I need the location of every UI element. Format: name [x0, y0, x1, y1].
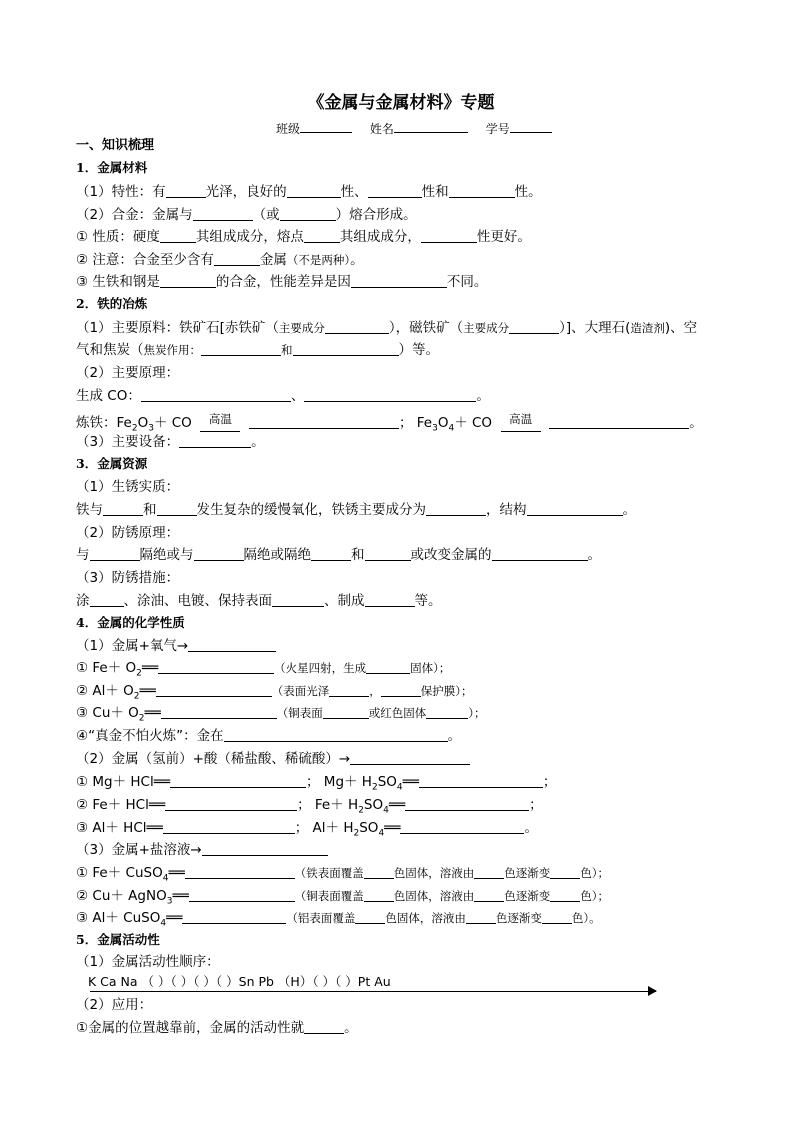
equation-line — [76, 682, 473, 700]
text-line: （2）应用： — [76, 997, 153, 1013]
note: 色逐渐变 — [495, 911, 542, 925]
text: 炼铁：Fe — [76, 415, 132, 431]
note: 主要成分 — [278, 321, 325, 335]
text: 。 — [476, 388, 490, 404]
text: ①金属的位置越靠前，金属的活动性就 — [76, 1020, 305, 1036]
note: 造渣剂 — [630, 321, 665, 335]
blank[interactable] — [188, 637, 276, 652]
text: ══ — [384, 820, 401, 836]
text-line — [76, 206, 417, 224]
blank[interactable] — [293, 341, 399, 356]
blank[interactable] — [163, 819, 295, 834]
blank[interactable] — [549, 414, 689, 429]
subscript: 4 — [378, 828, 385, 839]
text-line — [76, 1019, 358, 1037]
text-line — [76, 387, 490, 405]
text: 。 — [447, 728, 462, 744]
text: ； Al＋ H — [294, 820, 354, 836]
text: ④“真金不怕火炼”：金在 — [76, 728, 224, 744]
text: SO — [377, 774, 397, 790]
note: 色）。 — [571, 911, 601, 925]
activity-series-arrow — [90, 991, 656, 992]
note: 焦炭作用： — [143, 343, 201, 357]
name-blank[interactable] — [394, 121, 468, 133]
text: ③ Cu＋ O — [76, 705, 139, 721]
equation-line — [76, 819, 538, 837]
student-info-row — [276, 120, 566, 137]
text: （1）主要原料：铁矿石[赤铁矿（ — [76, 320, 279, 336]
text: ② Cu＋ AgNO — [76, 888, 167, 904]
blank[interactable] — [158, 659, 274, 674]
text: 涂 — [76, 593, 90, 609]
blank[interactable] — [550, 887, 580, 902]
blank[interactable] — [449, 183, 515, 198]
note: ）； — [468, 706, 486, 720]
activity-series-sequence: K Ca Na （ ）（ ）（ ）（ ）Sn Pb （H）（ ）（ ）Pt Au — [88, 974, 391, 989]
subsection-activity-series: 5．金属活动性 — [76, 932, 160, 947]
blank[interactable] — [201, 341, 281, 356]
text: 。 — [689, 415, 703, 431]
note: 色）； — [580, 866, 609, 880]
note: 色固体，溶液由 — [385, 911, 466, 925]
text: ③ 生铁和钢是 — [76, 274, 160, 290]
text: 与 — [76, 547, 90, 563]
blank[interactable] — [368, 183, 422, 198]
name-label: 姓名 — [369, 122, 394, 136]
blank[interactable] — [329, 682, 369, 697]
equation-line — [76, 410, 703, 434]
blank[interactable] — [304, 1019, 344, 1034]
note: 或红色固体 — [368, 706, 427, 720]
subscript: 4 — [160, 918, 167, 929]
text: )、空 — [664, 320, 698, 336]
blank[interactable] — [194, 546, 244, 561]
text: （或 — [252, 207, 280, 223]
blank[interactable] — [527, 501, 623, 516]
text: 、涂油、电镀、保持表面 — [123, 593, 272, 609]
subscript: 2 — [371, 782, 378, 793]
blank[interactable] — [287, 183, 341, 198]
note: （火星四射，生成 — [274, 661, 367, 675]
blank[interactable] — [224, 727, 448, 742]
class-label: 班级 — [276, 122, 301, 136]
text-line: （1）生锈实质： — [76, 479, 180, 495]
text: ）等。 — [398, 342, 439, 358]
text-line — [76, 592, 442, 610]
blank[interactable] — [193, 206, 253, 221]
text-line — [76, 228, 531, 246]
subsection-iron-smelting: 2．铁的冶炼 — [76, 296, 148, 311]
text: ），磁铁矿（ — [388, 320, 464, 336]
blank[interactable] — [323, 704, 369, 719]
blank[interactable] — [170, 773, 306, 788]
subscript: 2 — [358, 805, 364, 816]
text: 和 — [351, 547, 365, 563]
blank[interactable] — [492, 546, 588, 561]
section-heading: 一、知识梳理 — [76, 138, 155, 153]
text-line — [76, 319, 697, 337]
text: 。 — [587, 547, 601, 563]
text: ； Fe — [398, 415, 433, 431]
text: 气和焦炭（ — [76, 342, 144, 358]
blank[interactable] — [365, 592, 415, 607]
text: ① 性质：硬度 — [76, 229, 160, 245]
blank[interactable] — [400, 819, 524, 834]
text: ══ — [139, 683, 156, 699]
text: 的合金，性能差异是因 — [215, 274, 351, 290]
text: ③ Al＋ HCl══ — [76, 820, 163, 836]
class-blank[interactable] — [300, 121, 352, 133]
blank[interactable] — [509, 319, 559, 334]
blank[interactable] — [365, 546, 411, 561]
text-line — [76, 501, 636, 519]
text: 和 — [143, 502, 157, 518]
note: （铁表面覆盖 — [294, 866, 364, 880]
text-line: （1）金属活动性顺序： — [76, 954, 220, 970]
blank[interactable] — [325, 319, 389, 334]
note: 色）； — [580, 889, 609, 903]
blank[interactable] — [366, 659, 410, 674]
blank[interactable] — [182, 909, 286, 924]
blank[interactable] — [304, 387, 476, 402]
text: ； — [542, 774, 557, 790]
text: 性、 — [340, 184, 368, 200]
text: ③ Al＋ CuSO — [76, 910, 161, 926]
note: 保护膜）； — [420, 684, 473, 698]
subscript: 2 — [353, 828, 360, 839]
note: 色逐渐变 — [504, 866, 551, 880]
equation-line — [76, 796, 543, 814]
text: 或改变金属的 — [410, 547, 492, 563]
text-line — [76, 251, 364, 269]
blank[interactable] — [364, 864, 394, 879]
text: 生成 CO： — [76, 388, 141, 404]
equation-line — [76, 864, 609, 882]
blank[interactable] — [249, 414, 399, 429]
text-line — [76, 341, 439, 359]
text: 其组成成分，熔点 — [195, 229, 304, 245]
text: （2）合金：金属与 — [76, 207, 193, 223]
blank[interactable] — [160, 228, 196, 243]
text-line — [76, 727, 461, 745]
blank[interactable] — [542, 909, 572, 924]
text: 。 — [344, 1020, 358, 1036]
text: 光泽，良好的 — [205, 184, 287, 200]
text: 性和 — [421, 184, 449, 200]
text: 、 — [290, 388, 305, 404]
blank[interactable] — [426, 501, 486, 516]
subsection-metal-materials: 1．金属材料 — [76, 160, 148, 175]
blank[interactable] — [179, 433, 251, 448]
text: ══ — [402, 774, 419, 790]
blank[interactable] — [550, 864, 580, 879]
note: 固体）； — [410, 661, 451, 675]
arrow-head-icon — [648, 986, 657, 996]
text-line — [76, 433, 265, 451]
blank[interactable] — [381, 682, 421, 697]
text: （1）特性：有 — [76, 184, 166, 200]
text-line — [76, 841, 328, 859]
text: （3）主要设备： — [76, 434, 180, 450]
text: （1）金属+氧气→ — [76, 638, 189, 654]
text: ① Fe＋ O — [76, 660, 137, 676]
blank[interactable] — [166, 183, 206, 198]
condition-high-temp: 高温 — [501, 410, 541, 428]
equation-line — [76, 659, 450, 677]
note: 和 — [281, 343, 293, 357]
text: 性。 — [514, 184, 542, 200]
blank[interactable] — [160, 273, 216, 288]
text: 不同。 — [446, 274, 488, 290]
blank[interactable] — [474, 887, 504, 902]
equation-line — [76, 704, 486, 722]
text: ══ — [166, 910, 183, 926]
text: 隔绝或与 — [139, 547, 194, 563]
text: O — [137, 415, 149, 431]
subscript: 3 — [166, 896, 173, 907]
blank[interactable] — [351, 273, 447, 288]
blank[interactable] — [405, 796, 529, 811]
note: （铜表面覆盖 — [294, 889, 364, 903]
blank[interactable] — [165, 796, 297, 811]
blank[interactable] — [90, 546, 140, 561]
blank[interactable] — [350, 750, 470, 765]
subsection-metal-resources: 3．金属资源 — [76, 456, 148, 471]
text: （3）金属+盐溶液→ — [76, 842, 202, 858]
subscript: 4 — [383, 805, 389, 816]
subscript: 2 — [133, 691, 140, 702]
subscript: 2 — [138, 713, 145, 724]
text-line — [76, 183, 542, 201]
text: ① Mg＋ HCl══ — [76, 774, 170, 790]
text: 。 — [251, 434, 265, 450]
text: ══ — [144, 705, 161, 721]
text-line: （3）防锈措施： — [76, 570, 180, 586]
text: 隔绝或隔绝 — [243, 547, 311, 563]
subscript: 4 — [448, 423, 455, 434]
text: ，结构 — [486, 502, 527, 518]
note: （铝表面覆盖 — [286, 911, 356, 925]
text-line: （2）防锈原理： — [76, 525, 180, 541]
blank[interactable] — [421, 228, 477, 243]
blank[interactable] — [272, 592, 324, 607]
text: ； Mg＋ H — [306, 774, 372, 790]
blank[interactable] — [156, 682, 272, 697]
text: 发生复杂的缓慢氧化，铁锈主要成分为 — [196, 502, 426, 518]
text: （2）金属（氢前）+酸（稀盐酸、稀硫酸）→ — [76, 751, 351, 767]
blank[interactable] — [103, 501, 143, 516]
text: ）]、大理石( — [559, 320, 631, 336]
blank[interactable] — [202, 841, 328, 856]
page-title: 《金属与金属材料》专题 — [307, 93, 495, 113]
equation-line — [76, 887, 609, 905]
text: ＋ CO — [454, 415, 493, 431]
text: 。 — [350, 252, 364, 268]
note: ， — [369, 684, 381, 698]
text: ① Fe＋ CuSO — [76, 865, 163, 881]
blank[interactable] — [280, 206, 336, 221]
text: ══ — [168, 865, 185, 881]
blank[interactable] — [426, 704, 468, 719]
text-line: （2）主要原理： — [76, 365, 180, 381]
text: ② Al＋ O — [76, 683, 134, 699]
id-label: 学号 — [485, 122, 510, 136]
text: 铁与 — [76, 502, 103, 518]
blank[interactable] — [466, 909, 496, 924]
subscript: 3 — [148, 423, 154, 434]
subscript: 4 — [162, 873, 169, 884]
text: 等。 — [414, 593, 442, 609]
text-line — [76, 637, 276, 655]
text: ＋ CO — [153, 415, 192, 431]
text-line — [76, 750, 470, 768]
blank[interactable] — [214, 251, 260, 266]
subscript: 3 — [432, 423, 438, 434]
blank[interactable] — [474, 864, 504, 879]
blank[interactable] — [161, 704, 277, 719]
text-line — [76, 546, 601, 564]
note: （表面光泽 — [271, 684, 330, 698]
blank[interactable] — [355, 909, 385, 924]
subscript: 2 — [131, 423, 138, 434]
equation-line — [76, 773, 556, 791]
text: 、制成 — [324, 593, 365, 609]
subscript: 2 — [136, 668, 142, 679]
note: 色固体，溶液由 — [393, 866, 475, 880]
text: ； — [529, 797, 543, 813]
text: 。 — [524, 820, 538, 836]
blank[interactable] — [304, 228, 340, 243]
note: （铜表面 — [276, 706, 323, 720]
text: 其组成成分， — [339, 229, 421, 245]
text: ； Fe＋ H — [297, 797, 359, 813]
blank[interactable] — [364, 887, 394, 902]
text: ② 注意：合金至少含有 — [76, 252, 214, 268]
text: 。 — [622, 502, 636, 518]
blank[interactable] — [157, 501, 197, 516]
text: ══ — [172, 888, 189, 904]
text: ══ — [388, 797, 406, 813]
text: ══ — [141, 660, 159, 676]
note: 主要成分 — [463, 321, 510, 335]
text: SO — [359, 820, 379, 836]
text: O — [437, 415, 449, 431]
subscript: 4 — [396, 782, 403, 793]
note: 色逐渐变 — [504, 889, 551, 903]
subsection-chemical-properties: 4．金属的化学性质 — [76, 615, 185, 630]
blank[interactable] — [185, 864, 295, 879]
text-line — [76, 273, 487, 291]
blank[interactable] — [141, 387, 291, 402]
blank[interactable] — [90, 592, 124, 607]
note: （不是两种） — [286, 253, 351, 267]
text: SO — [363, 797, 384, 813]
id-blank[interactable] — [510, 121, 552, 133]
condition-high-temp: 高温 — [200, 410, 240, 428]
text: ② Fe＋ HCl══ — [76, 797, 166, 813]
equation-line — [76, 909, 601, 927]
blank[interactable] — [189, 887, 295, 902]
text: 性更好。 — [476, 229, 531, 245]
text: 金属 — [259, 252, 287, 268]
text: ）熔合形成。 — [335, 207, 417, 223]
note: 色固体，溶液由 — [393, 889, 475, 903]
blank[interactable] — [419, 773, 543, 788]
blank[interactable] — [311, 546, 351, 561]
